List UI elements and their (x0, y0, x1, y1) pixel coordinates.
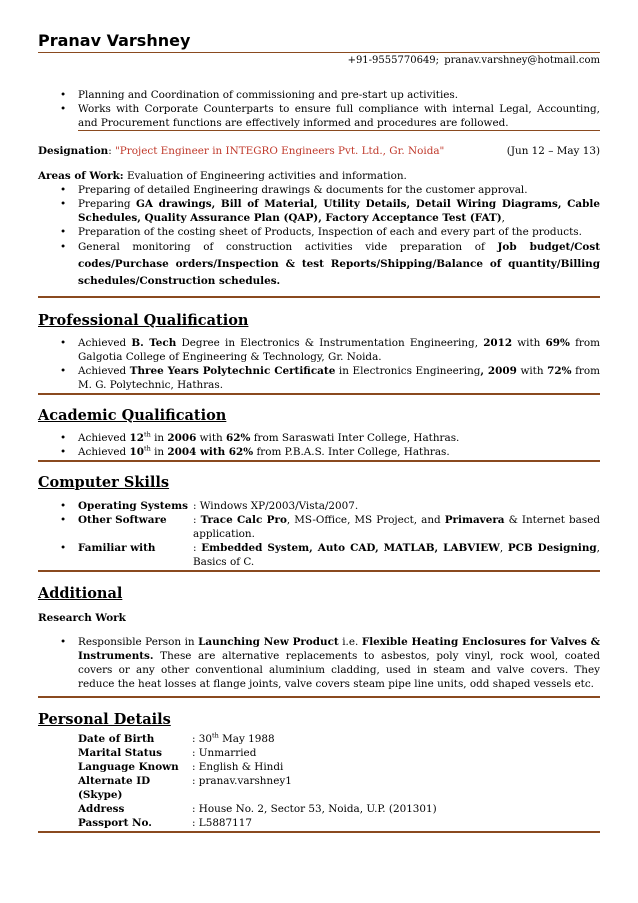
text: These are alternative replacements to asbestos, poly vinyl, rock wool, coated covers or any other conventional aluminium cladding, used in steam and valve covers. They reduce the heat losses at flange joints, valve covers steam pipe line units, odd shaped vessels etc. (78, 650, 600, 690)
text-bold: , 2009 (480, 365, 517, 377)
text: with (199, 432, 223, 444)
detail-label: Address (78, 803, 125, 815)
list-item: • Preparing of detailed Engineering drawings & documents for the customer approval. (38, 183, 600, 197)
section-divider (38, 393, 600, 395)
academic-list (38, 431, 600, 459)
text-bold: 2012 (483, 337, 513, 349)
resume-page (38, 30, 600, 833)
skill-label: • Other Software (78, 514, 167, 526)
designation-value: "Project Engineer in INTEGRO Engineers Pvt. Ltd., Gr. Noida" (115, 145, 445, 157)
text: , (499, 542, 504, 554)
table-row (38, 802, 600, 816)
header-divider (38, 52, 600, 53)
text: with (517, 337, 541, 349)
list-item (38, 239, 600, 290)
section-divider (38, 570, 600, 572)
table-row (38, 774, 600, 802)
areas-list (38, 183, 600, 290)
table-row (38, 816, 600, 830)
section-divider (78, 130, 600, 131)
candidate-name: Pranav Varshney (38, 31, 191, 50)
text: Achieved (78, 446, 127, 458)
skill-label: • Operating Systems (78, 500, 188, 512)
professional-list (38, 336, 600, 392)
designation-text: Designation: "Project Engineer in INTEGRO Engineers Pvt. Ltd., Gr. Noida" (38, 145, 445, 157)
designation-line (38, 144, 600, 158)
text: May 1988 (222, 733, 275, 745)
detail-label: Date of Birth (78, 733, 155, 745)
list-item (38, 364, 600, 392)
text-bold: Flexible Heating Enclosures for Valves & Instruments. (78, 636, 601, 662)
text-bold: 2004 with 62% (167, 446, 254, 458)
table-row (38, 746, 600, 760)
text-bold: B. Tech (131, 337, 177, 349)
text: General monitoring of construction activities vide preparation of (78, 241, 485, 253)
detail-label: Passport No. (78, 817, 152, 829)
list-item (38, 445, 600, 459)
text: in (154, 446, 165, 458)
section-title-additional: Additional (38, 585, 123, 602)
text-bold: Primavera (444, 514, 505, 526)
superscript: th (143, 430, 151, 439)
section-divider (38, 460, 600, 462)
text: Achieved (78, 365, 127, 377)
text: & Internet based application. (193, 514, 600, 540)
text: , (501, 212, 505, 224)
text: Achieved (78, 432, 127, 444)
skill-label: • Familiar with (78, 542, 156, 554)
superscript: th (143, 444, 151, 453)
text-bold: Trace Calc Pro (200, 514, 287, 526)
list-item (38, 336, 600, 364)
section-title-academic: Academic Qualification (38, 407, 227, 424)
text-bold: 69% (545, 337, 570, 349)
table-row (38, 732, 600, 746)
detail-value: : Unmarried (192, 747, 257, 759)
text-bold: 10 (129, 446, 144, 458)
text: , MS-Office, MS Project, and (286, 514, 441, 526)
list-item (38, 635, 600, 691)
skill-value (193, 541, 600, 569)
designation-label: Designation (38, 145, 109, 157)
text: : (193, 542, 197, 554)
list-item (38, 499, 600, 513)
detail-label: Language Known (78, 761, 179, 773)
detail-label: Alternate ID (Skype) (78, 775, 151, 801)
text-bold: 62% (226, 432, 251, 444)
text: with (520, 365, 544, 377)
text: from Saraswati Inter College, Hathras. (253, 432, 460, 444)
detail-value (192, 732, 600, 746)
research-work-heading: Research Work (38, 612, 126, 624)
contact-line (38, 54, 600, 68)
designation-period: (Jun 12 – May 13) (506, 145, 600, 157)
text: from M. G. Polytechnic, Hathras. (78, 365, 600, 391)
text-bold: 12 (129, 432, 144, 444)
detail-value: : pranav.varshney1 (192, 775, 292, 787)
section-divider (38, 296, 600, 298)
list-item (38, 197, 600, 225)
skill-value (193, 513, 600, 541)
superscript: th (212, 731, 219, 740)
text-bold: Job budget/Cost codes/Purchase orders/Inspection & test Reports/Shipping/Balance of quantity/Billing schedules/Construction schedules. (78, 241, 601, 287)
detail-value: : L5887117 (192, 817, 252, 829)
areas-value: Evaluation of Engineering activities and information. (126, 170, 407, 182)
list-item: • Preparation of the costing sheet of Products, Inspection of each and every part of the products. (38, 225, 600, 239)
text: Preparing (78, 198, 131, 210)
text: Achieved (78, 337, 127, 349)
text-bold: 72% (547, 365, 572, 377)
text-bold: Embedded System, Auto CAD, MATLAB, LABVIEW (201, 542, 500, 554)
text: from P.B.A.S. Inter College, Hathras. (256, 446, 450, 458)
text: Responsible Person in (78, 636, 195, 648)
skill-value: : Windows XP/2003/Vista/2007. (193, 500, 359, 512)
phone-number: +91-9555770649; (347, 55, 440, 66)
section-divider (38, 696, 600, 698)
section-divider (38, 831, 600, 833)
text-bold: GA drawings, Bill of Material, Utility Details, Detail Wiring Diagrams, Cable Schedules, Quality Assurance Plan (QAP), Factory Acceptance Test (FAT) (78, 198, 600, 224)
list-item (38, 513, 600, 541)
text: Degree in Electronics & Instrumentation Engineering, (181, 337, 479, 349)
section-title-computer: Computer Skills (38, 474, 170, 491)
text: i.e. (342, 636, 359, 648)
section-title-professional: Professional Qualification (38, 312, 249, 329)
list-item: • Works with Corporate Counterparts to ensure full compliance with internal Legal, Accounting, and Procurement functions are effectively informed and procedures are followed. (38, 102, 600, 130)
areas-of-work (38, 169, 600, 183)
list-item: • Planning and Coordination of commissioning and pre-start up activities. (38, 88, 600, 102)
section-title-personal: Personal Details (38, 711, 171, 728)
text: : (193, 514, 197, 526)
detail-value: : English & Hindi (192, 761, 284, 773)
personal-details-table (38, 732, 600, 830)
list-item (38, 431, 600, 445)
text-bold: Three Years Polytechnic Certificate (129, 365, 336, 377)
detail-label: Marital Status (78, 747, 162, 759)
table-row (38, 760, 600, 774)
list-item (38, 541, 600, 569)
text-bold: Launching New Product (198, 636, 339, 648)
text: , Basics of C. (193, 542, 600, 568)
email-address: pranav.varshney@hotmail.com (444, 55, 600, 66)
areas-label: Areas of Work: (38, 170, 124, 182)
text: in (154, 432, 165, 444)
text: : 30 (192, 733, 213, 745)
text: in Electronics Engineering (338, 365, 481, 377)
research-list (38, 635, 600, 691)
text: from Galgotia College of Engineering & Technology, Gr. Noida. (78, 337, 600, 363)
intro-list (38, 88, 600, 130)
detail-value: : House No. 2, Sector 53, Noida, U.P. (201301) (192, 803, 437, 815)
computer-list (38, 499, 600, 569)
text-bold: PCB Designing (507, 542, 597, 554)
text-bold: 2006 (167, 432, 197, 444)
